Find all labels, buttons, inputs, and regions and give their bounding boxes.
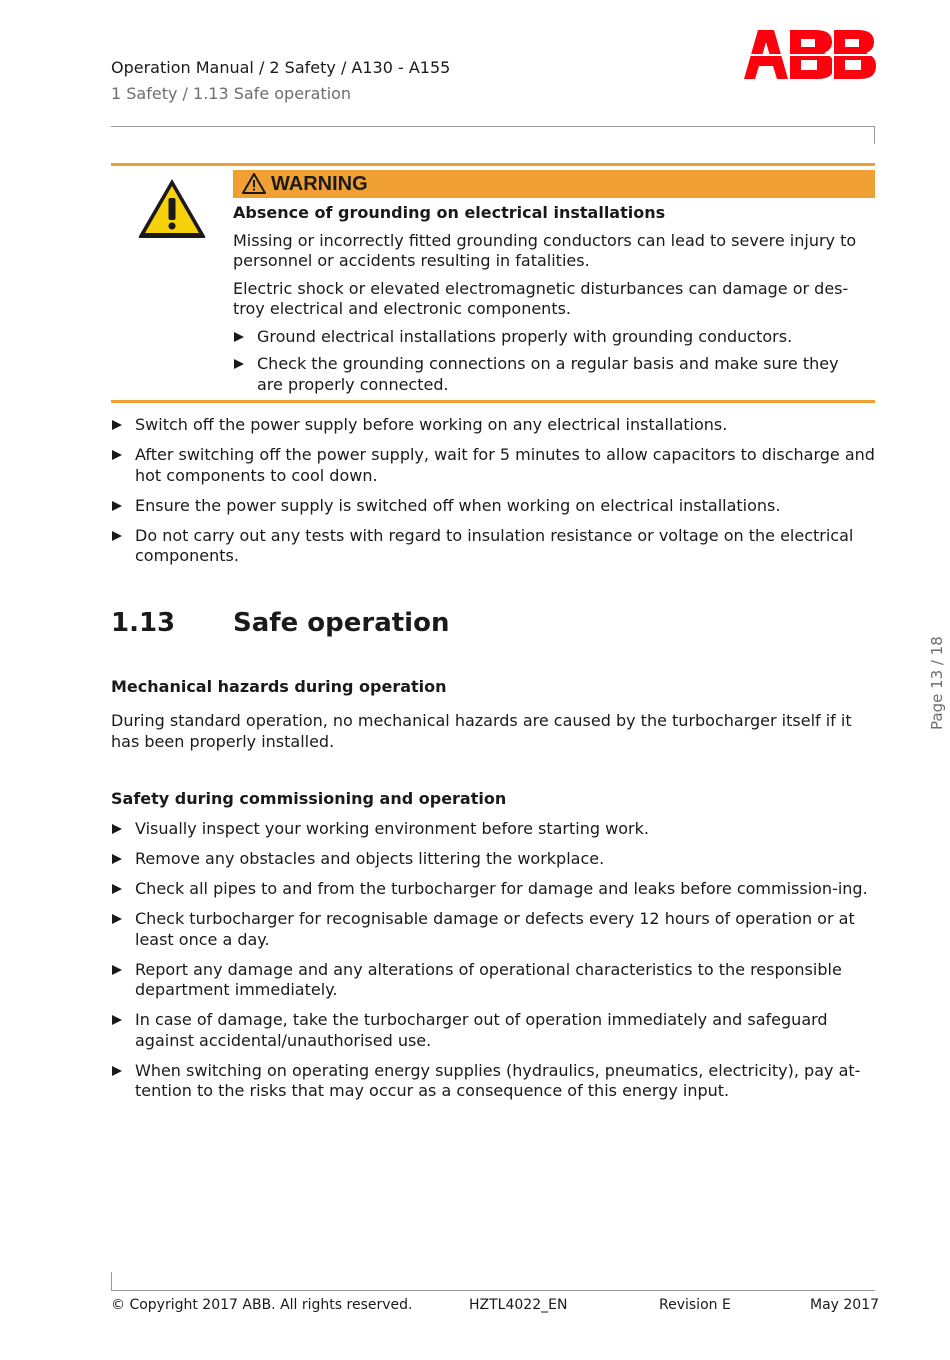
warning-label: WARNING xyxy=(271,173,368,195)
commissioning-heading: Safety during commissioning and operation xyxy=(111,789,507,808)
list-item xyxy=(111,909,875,950)
bullet-arrow-icon xyxy=(112,965,122,975)
header-rule xyxy=(111,126,875,127)
warning-paragraph: Missing or incorrectly fitted grounding conductors can lead to severe injury to personnel or accidents resulting in fatalities. xyxy=(233,230,857,270)
footer-revision: Revision E xyxy=(659,1297,731,1313)
electrical-steps-list xyxy=(111,415,875,576)
header-section-path: 1 Safety / 1.13 Safe operation xyxy=(111,84,352,103)
warning-action-item xyxy=(233,354,869,395)
section-number: 1.13 xyxy=(111,608,176,638)
list-item xyxy=(111,819,875,840)
list-item xyxy=(111,849,875,870)
footer-copyright: © Copyright 2017 ABB. All rights reserved. xyxy=(111,1297,413,1313)
warning-action-text: Ground electrical installations properly with grounding conductors. xyxy=(257,326,793,346)
bullet-arrow-icon xyxy=(112,1066,122,1076)
mechanical-paragraph: During standard operation, no mechanical hazards are caused by the turbocharger itself if it has been properly installed. xyxy=(111,711,852,751)
commissioning-steps-list xyxy=(111,819,875,1111)
bullet-arrow-icon xyxy=(112,1015,122,1025)
list-item xyxy=(111,1010,875,1051)
warning-top-border xyxy=(111,163,875,166)
list-item-text: Remove any obstacles and objects littering the workplace. xyxy=(135,849,605,868)
list-item-text: Switch off the power supply before working on any electrical installations. xyxy=(135,415,728,434)
bullet-arrow-icon xyxy=(112,450,122,460)
list-item xyxy=(111,960,875,1001)
bullet-arrow-icon xyxy=(234,359,244,369)
warning-bottom-border xyxy=(111,400,875,403)
list-item xyxy=(111,1061,875,1102)
footer-rule-tick xyxy=(111,1272,112,1290)
list-item-text: Report any damage and any alterations of operational characteristics to the responsible department immediately. xyxy=(135,959,842,999)
bullet-arrow-icon xyxy=(112,854,122,864)
list-item xyxy=(111,445,875,486)
mechanical-heading: Mechanical hazards during operation xyxy=(111,677,447,696)
header-breadcrumb: Operation Manual / 2 Safety / A130 - A155 xyxy=(111,58,451,77)
list-item-text: In case of damage, take the turbocharger out of operation immediately and safeguard against accidental/unauthorised use. xyxy=(135,1010,828,1050)
list-item xyxy=(111,415,875,436)
list-item xyxy=(111,879,875,900)
warning-banner xyxy=(233,170,875,198)
warning-small-icon xyxy=(242,173,266,198)
abb-logo xyxy=(744,30,876,84)
list-item-text: When switching on operating energy supplies (hydraulics, pneumatics, electricity), pay at-tention to the risks that may occur as a consequence of this energy input. xyxy=(135,1060,861,1100)
list-item xyxy=(111,526,875,567)
list-item-text: Do not carry out any tests with regard to insulation resistance or voltage on the electrical components. xyxy=(135,525,854,565)
warning-paragraph: Electric shock or elevated electromagnetic disturbances can damage or des-troy electrical and electronic components. xyxy=(233,278,849,318)
bullet-arrow-icon xyxy=(112,914,122,924)
warning-action-item xyxy=(233,327,869,348)
bullet-arrow-icon xyxy=(234,332,244,342)
list-item xyxy=(111,496,875,517)
bullet-arrow-icon xyxy=(112,501,122,511)
footer-rule xyxy=(111,1290,875,1291)
bullet-arrow-icon xyxy=(112,824,122,834)
abb-logo-mark xyxy=(744,30,876,80)
warning-triangle-icon xyxy=(136,176,208,244)
bullet-arrow-icon xyxy=(112,884,122,894)
warning-body xyxy=(233,203,869,402)
footer-date: May 2017 xyxy=(810,1297,880,1313)
section-title: Safe operation xyxy=(233,608,450,638)
list-item-text: Check all pipes to and from the turbocharger for damage and leaks before commission-ing. xyxy=(135,879,868,898)
warning-action-text: Check the grounding connections on a regular basis and make sure they are properly connected. xyxy=(257,354,839,394)
page-indicator: Page 13 / 18 xyxy=(928,636,946,730)
warning-action-list xyxy=(233,327,869,396)
list-item-text: Ensure the power supply is switched off when working on electrical installations. xyxy=(135,495,781,515)
warning-subtitle: Absence of grounding on electrical installations xyxy=(233,203,666,222)
footer-doc-id: HZTL4022_EN xyxy=(469,1297,568,1313)
list-item-text: After switching off the power supply, wait for 5 minutes to allow capacitors to discharge and hot components to cool down. xyxy=(135,445,875,485)
bullet-arrow-icon xyxy=(112,420,122,430)
list-item-text: Check turbocharger for recognisable damage or defects every 12 hours of operation or at least once a day. xyxy=(135,909,855,949)
header-rule-tick xyxy=(874,126,875,144)
list-item-text: Visually inspect your working environment before starting work. xyxy=(135,819,649,838)
bullet-arrow-icon xyxy=(112,531,122,541)
